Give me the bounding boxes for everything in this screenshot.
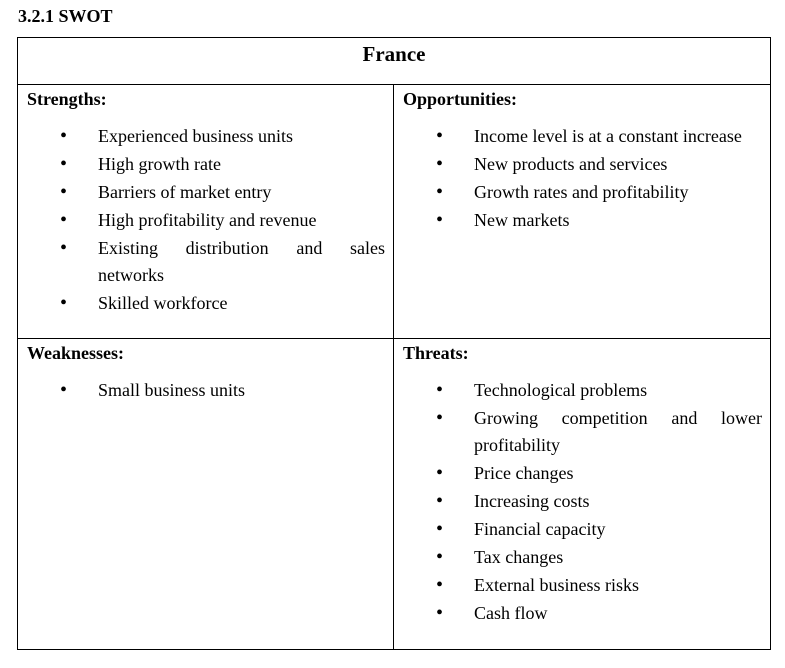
list-item: • Skilled workforce — [27, 290, 385, 317]
opportunities-list — [403, 123, 762, 234]
list-item: • Income level is at a constant increase — [403, 123, 762, 150]
section-heading: 3.2.1 SWOT — [18, 6, 113, 26]
weaknesses-label: Weaknesses: — [27, 343, 125, 363]
threats-cell — [394, 339, 771, 650]
list-item: • Price changes — [403, 460, 762, 487]
list-item: • Growing competition and lower profitability — [403, 405, 762, 459]
table-title: France — [362, 42, 426, 66]
title-row — [18, 38, 771, 85]
list-item: • Growth rates and profitability — [403, 179, 762, 206]
list-item: • Increasing costs — [403, 488, 762, 515]
title-cell — [18, 38, 771, 85]
list-item: • High profitability and revenue — [27, 207, 385, 234]
list-item: • Technological problems — [403, 377, 762, 404]
list-item: • Cash flow — [403, 600, 762, 627]
strengths-cell — [18, 85, 394, 339]
threats-list — [403, 377, 762, 627]
opportunities-label: Opportunities: — [403, 89, 518, 109]
list-item: • Existing distribution and sales networks — [27, 235, 385, 289]
list-item: • External business risks — [403, 572, 762, 599]
top-row — [18, 85, 771, 339]
list-item: • Tax changes — [403, 544, 762, 571]
list-item: • New products and services — [403, 151, 762, 178]
weaknesses-cell — [18, 339, 394, 650]
list-item: • Experienced business units — [27, 123, 385, 150]
strengths-label: Strengths: — [27, 89, 107, 109]
list-item: • Financial capacity — [403, 516, 762, 543]
strengths-list — [27, 123, 385, 317]
list-item: • Small business units — [27, 377, 385, 404]
swot-table — [17, 37, 771, 650]
list-item: • High growth rate — [27, 151, 385, 178]
list-item: • Barriers of market entry — [27, 179, 385, 206]
opportunities-cell — [394, 85, 771, 339]
threats-label: Threats: — [403, 343, 469, 363]
bottom-row — [18, 339, 771, 650]
list-item: • New markets — [403, 207, 762, 234]
weaknesses-list — [27, 377, 385, 404]
